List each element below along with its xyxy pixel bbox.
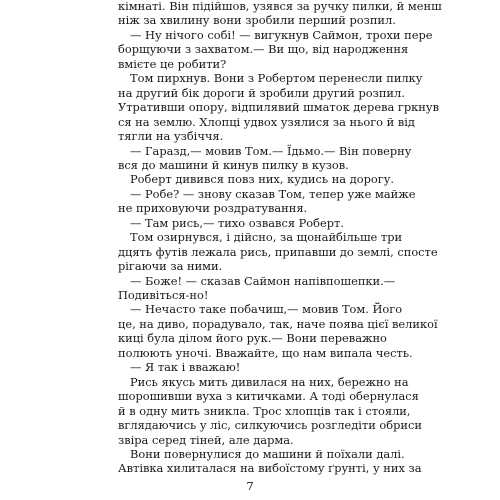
text-line: киці була ділом його рук.— Вони переважно — [118, 331, 387, 346]
page-number: 7 — [246, 479, 254, 493]
text-line: звіра серед тіней, але дарма. — [118, 432, 294, 447]
text-line: вмієте це робити? — [118, 56, 227, 71]
text-line: Вони повернулися до машини й поїхали далі. — [130, 446, 405, 461]
text-line: Утративши опору, відпилявий шматок дерева гркнув — [118, 100, 439, 115]
text-line: Роберт дивився повз них, кудись на дорогу. — [130, 172, 395, 187]
text-line: Автівка хилиталася на вибоїстому ґрунті, у них за — [118, 461, 422, 476]
text-line: — Боже! — сказав Саймон напівпошепки.— — [130, 273, 396, 288]
text-line: ніж за хвилину вони зробили перший розпил. — [118, 13, 396, 28]
text-line: Том озирнувся, і дійсно, за щонайбільше три — [130, 230, 403, 245]
text-line: — Робе? — знову сказав Том, тепер уже майже — [130, 186, 416, 201]
text-line: ся на землю. Хлопці удвох узялися за нього й від — [118, 114, 415, 129]
text-line: тягли на узбіччя. — [118, 129, 224, 144]
text-line: кімнаті. Він підійшов, узявся за ручку пилки, й менш — [118, 0, 442, 13]
text-line: не приховуючи роздратування. — [118, 201, 308, 216]
text-line: вся до машини й кинув пилку в кузов. — [118, 157, 349, 172]
text-line: й в одну мить зникла. Трос хлопців так і стояли, — [118, 403, 411, 418]
text-line: полюють уночі. Вважайте, що нам випала честь. — [118, 345, 413, 360]
text-line: вглядаючись у ліс, силкуючись розгледіти обриси — [118, 418, 422, 433]
text-line: шорошивши вуха з китичками. А тоді обернулася — [118, 389, 419, 404]
text-line: — Нечасто таке побачиш,— мовив Том. Його — [130, 302, 403, 317]
text-line: на другий бік дороги й зробили другий розпил. — [118, 85, 405, 100]
text-line: рігаючи за ними. — [118, 259, 223, 274]
text-line: — Ну нічого собі! — вигукнув Саймон, трохи пере — [130, 27, 433, 42]
text-line: це, на диво, порадувало, так, наче поява цієї великої — [118, 316, 438, 331]
text-line: дцять футів лежала рись, припавши до землі, спосте — [118, 244, 438, 259]
text-line: — Там рись,— тихо озвався Роберт. — [130, 215, 344, 230]
text-line: Рись якусь мить дивилася на них, бережно на — [130, 374, 409, 389]
text-line: борщуючи з захватом.— Ви що, від народження — [118, 42, 409, 57]
text-line: Том пирхнув. Вони з Робертом перенесли пилку — [130, 71, 423, 86]
text-line: Подивіться-но! — [118, 288, 209, 302]
text-line: — Гаразд,— мовив Том.— Їдьмо.— Він поверну — [130, 143, 412, 158]
text-line: — Я так і вважаю! — [130, 360, 241, 375]
